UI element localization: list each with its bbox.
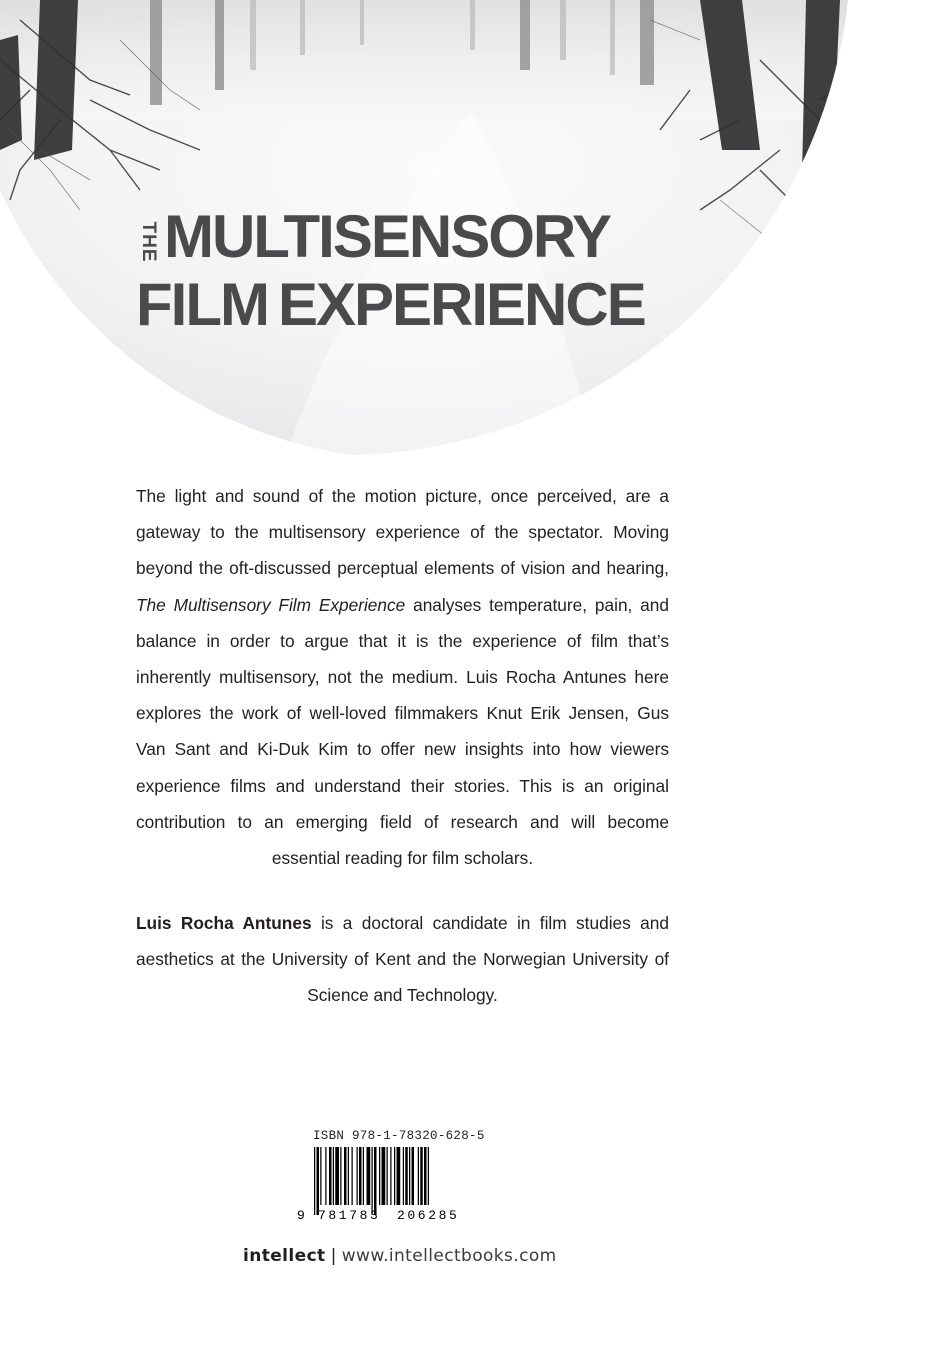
description-book-title: The Multisensory Film Experience (136, 594, 406, 615)
book-description (136, 478, 669, 876)
author-bio (136, 905, 669, 1014)
barcode-digit-first: 9 (297, 1208, 305, 1223)
footer-separator: | (330, 1246, 337, 1266)
title-word-experience: EXPERIENCE (277, 271, 645, 338)
barcode-digits-left: 781783 (318, 1208, 381, 1223)
author-bio-text: is a doctoral candidate in film studies and aesthetics at the University of Kent and the Norwegian University of Science and Technology. (136, 913, 669, 1006)
isbn-label: ISBN 978-1-78320-628-5 (313, 1129, 485, 1143)
title-line-1: MULTISENSORY (164, 203, 611, 270)
title-article: THE (138, 221, 159, 263)
publisher-url[interactable]: www.intellectbooks.com (341, 1246, 557, 1266)
description-part-2: analyses temperature, pain, and balance in order to argue that it is the experience of film that’s inherently multisensory, not the medium. Luis Rocha Antunes here explores the work of well-loved filmmakers Knut Erik Jensen, Gus Van Sant and Ki-Duk Kim to offer new insights into how viewers experience films and understand their stories. This is an original contribution to an emerging field of research and will become essential reading for film scholars. (136, 594, 669, 869)
description-part-1: The light and sound of the motion picture, once perceived, are a gateway to the multisensory experience of the spectator. Moving beyond the oft-discussed perceptual elements of vision and hearing, (136, 486, 669, 579)
title-word-film: FILM (136, 271, 268, 338)
title-line-2 (136, 272, 645, 338)
isbn-barcode (292, 1129, 492, 1221)
barcode-icon (297, 1147, 476, 1223)
barcode-digits-right: 206285 (397, 1208, 460, 1223)
publisher-name: intellect (243, 1246, 326, 1266)
book-title (136, 200, 696, 340)
publisher-footer (243, 1246, 557, 1266)
author-name: Luis Rocha Antunes (136, 913, 312, 933)
